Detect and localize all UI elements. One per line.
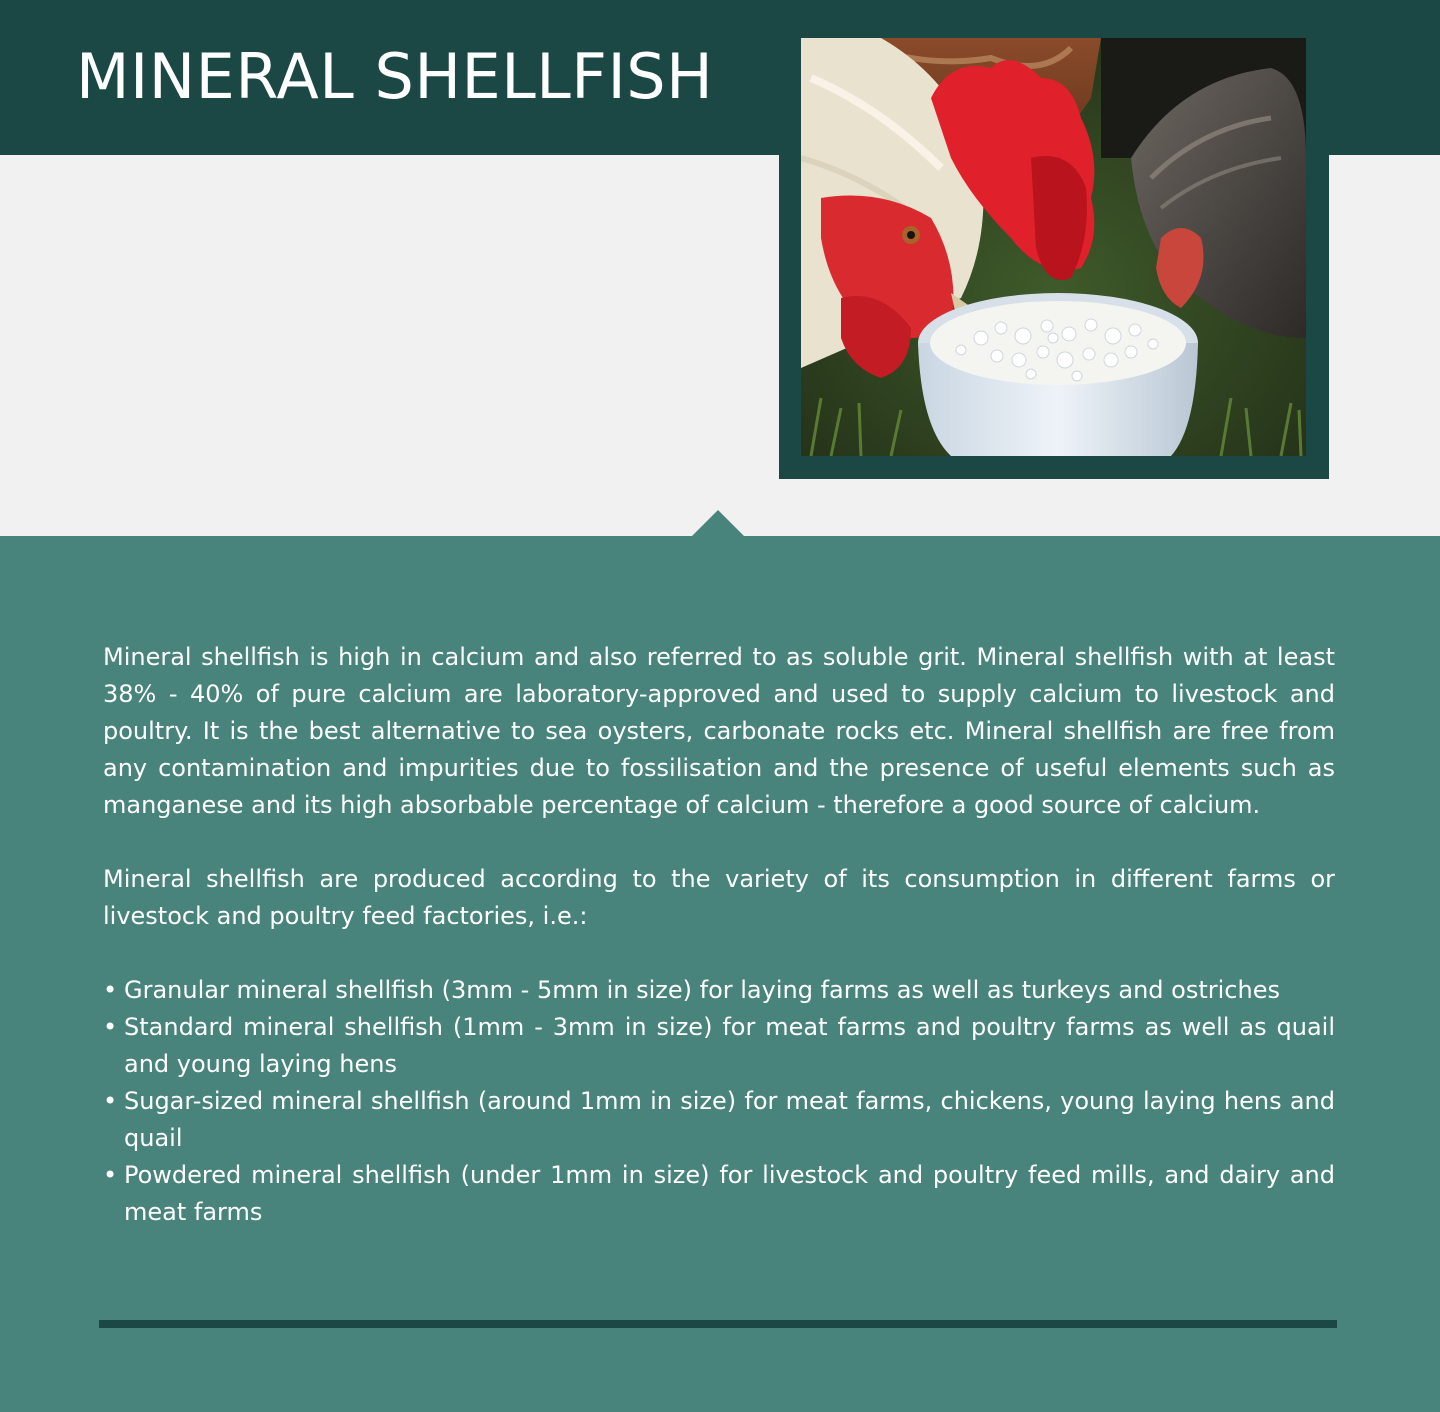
list-item: [103, 1009, 1335, 1083]
bullet-icon: •: [103, 1161, 118, 1189]
bullet-icon: •: [103, 1087, 118, 1115]
list-item-text: Sugar-sized mineral shellfish (around 1mm in size) for meat farms, chickens, young laying hens and quail: [124, 1087, 1335, 1152]
bottom-divider: [99, 1320, 1337, 1328]
content-body: [103, 639, 1335, 1231]
list-item-text: Powdered mineral shellfish (under 1mm in size) for livestock and poultry feed mills, and dairy and meat farms: [124, 1161, 1335, 1226]
list-item: [103, 1083, 1335, 1157]
pointer-arrow: [692, 510, 744, 536]
intro-paragraph: Mineral shellfish is high in calcium and also referred to as soluble grit. Mineral shellfish with at least 38% - 40% of pure calcium are laboratory-approved and used to supply calcium to livestock and poultry. It is the best alternative to sea oysters, carbonate rocks etc. Mineral shellfish are free from any contamination and impurities due to fossilisation and the presence of useful elements such as manganese and its high absorbable percentage of calcium - therefore a good source of calcium.: [103, 643, 1335, 819]
bullet-icon: •: [103, 976, 118, 1004]
list-item: [103, 972, 1335, 1009]
bullet-icon: •: [103, 1013, 118, 1041]
chickens-photo: [801, 38, 1306, 456]
list-item-text: Standard mineral shellfish (1mm - 3mm in size) for meat farms and poultry farms as well as quail and young laying hens: [124, 1013, 1335, 1078]
page-title: MINERAL SHELLFISH: [76, 40, 714, 113]
list-item-text: Granular mineral shellfish (3mm - 5mm in size) for laying farms as well as turkeys and ostriches: [124, 976, 1280, 1004]
product-list: [103, 972, 1335, 1231]
production-paragraph: Mineral shellfish are produced according to the variety of its consumption in different farms or livestock and poultry feed factories, i.e.:: [103, 865, 1335, 930]
list-item: [103, 1157, 1335, 1231]
